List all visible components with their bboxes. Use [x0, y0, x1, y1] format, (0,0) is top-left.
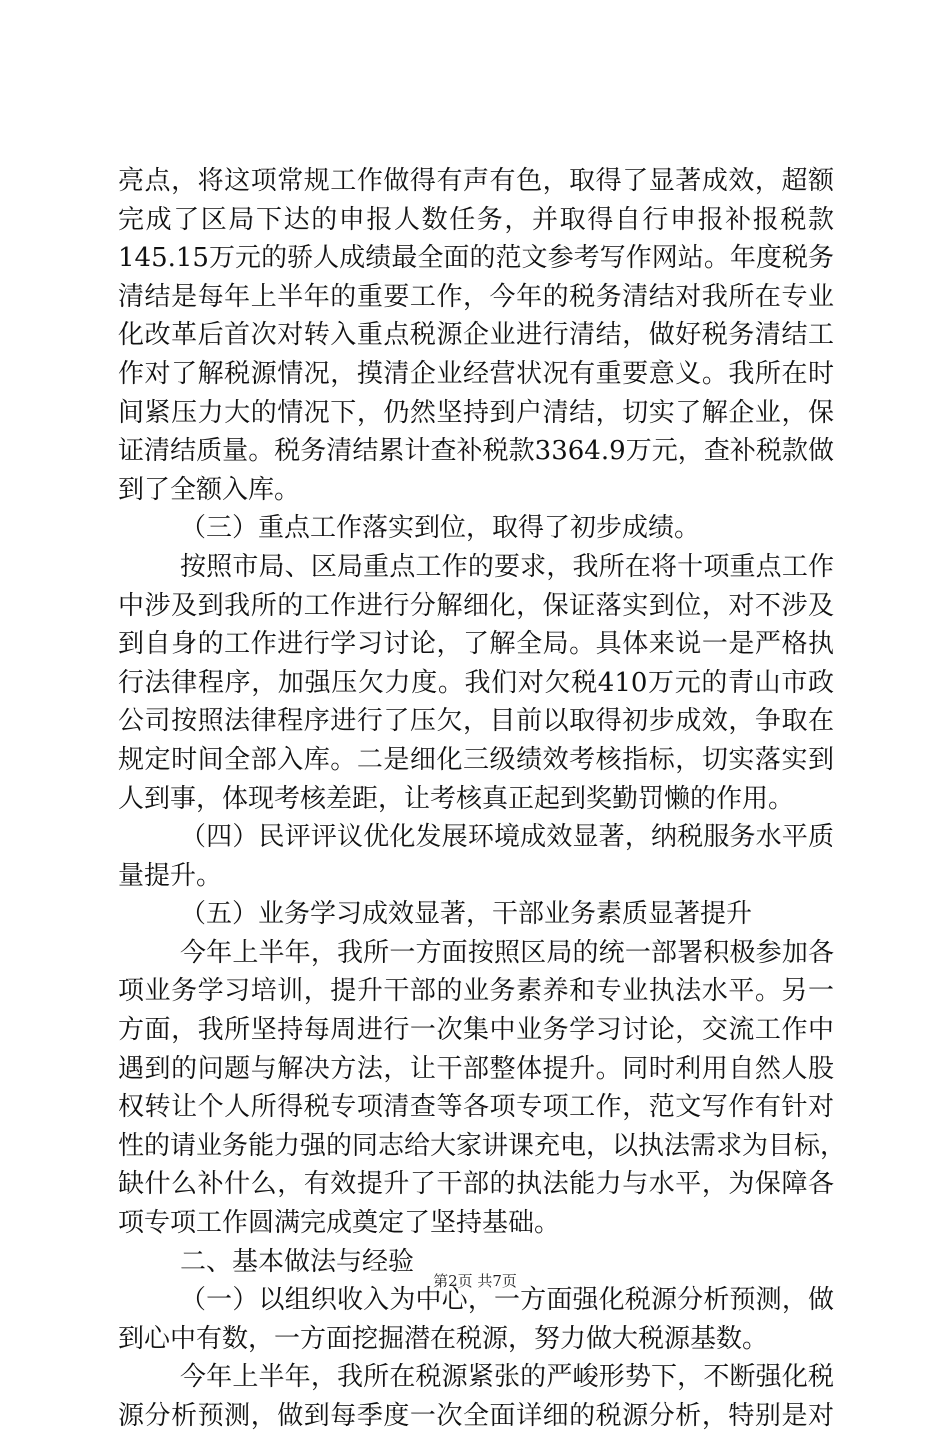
text-line: 作对了解税源情况，摸清企业经营状况有重要意义。我所在时 — [118, 358, 834, 389]
text-line: 方面，我所坚持每周进行一次集中业务学习讨论，交流工作中 — [118, 1015, 834, 1046]
text-line: 按照市局、区局重点工作的要求，我所在将十项重点工作 — [180, 551, 834, 582]
text-line: 遇到的问题与解决方法，让干部整体提升。同时利用自然人股 — [118, 1053, 834, 1084]
text-line: 今年上半年，我所一方面按照区局的统一部署积极参加各 — [180, 937, 834, 968]
text-line: 清结是每年上半年的重要工作，今年的税务清结对我所在专业 — [118, 281, 834, 312]
text-line: 化改革后首次对转入重点税源企业进行清结，做好税务清结工 — [118, 320, 834, 351]
text-line: 二、基本做法与经验 — [180, 1246, 415, 1277]
text-line: （四）民评评议优化发展环境成效显著，纳税服务水平质 — [180, 822, 834, 853]
text-line: 量提升。 — [118, 860, 223, 891]
text-line: 源分析预测，做到每季度一次全面详细的税源分析，特别是对 — [118, 1401, 834, 1431]
text-line: 规定时间全部入库。二是细化三级绩效考核指标，切实落实到 — [118, 744, 834, 775]
text-line: 今年上半年，我所在税源紧张的严峻形势下，不断强化税 — [180, 1362, 834, 1393]
body-text — [118, 162, 847, 1436]
text-line: 到了全额入库。 — [118, 474, 301, 505]
text-line: 中涉及到我所的工作进行分解细化，保证落实到位，对不涉及 — [118, 590, 834, 621]
text-line: 性的请业务能力强的同志给大家讲课充电，以执法需求为目标， — [118, 1130, 847, 1161]
text-line: 项业务学习培训，提升干部的业务素养和专业执法水平。另一 — [118, 976, 834, 1007]
page-footer: 第2页 共7页 — [433, 1272, 517, 1290]
text-line: 公司按照法律程序进行了压欠，目前以取得初步成效，争取在 — [118, 706, 834, 737]
text-line: 项专项工作圆满完成奠定了坚持基础。 — [118, 1208, 561, 1239]
text-line: 行法律程序，加强压欠力度。我们对欠税410万元的青山市政 — [118, 667, 834, 698]
text-line: （三）重点工作落实到位，取得了初步成绩。 — [180, 513, 701, 544]
text-line: 间紧压力大的情况下，仍然坚持到户清结，切实了解企业，保 — [118, 397, 834, 428]
text-line: 145.15万元的骄人成绩最全面的范文参考写作网站。年度税务 — [118, 243, 834, 274]
text-line: 人到事，体现考核差距，让考核真正起到奖勤罚懒的作用。 — [118, 783, 795, 814]
text-line: 缺什么补什么，有效提升了干部的执法能力与水平，为保障各 — [118, 1169, 834, 1200]
text-line: 亮点，将这项常规工作做得有声有色，取得了显著成效，超额 — [118, 166, 834, 196]
text-line: 权转让个人所得税专项清查等各项专项工作，范文写作有针对 — [118, 1092, 834, 1123]
text-line: 证清结质量。税务清结累计查补税款3364.9万元，查补税款做 — [118, 436, 834, 467]
text-line: 到自身的工作进行学习讨论，了解全局。具体来说一是严格执 — [118, 629, 834, 660]
text-line: （五）业务学习成效显著，干部业务素质显著提升 — [180, 899, 753, 930]
text-line: 完成了区局下达的申报人数任务，并取得自行申报补报税款 — [118, 204, 834, 235]
text-line: （一）以组织收入为中心，一方面强化税源分析预测，做 — [180, 1285, 834, 1316]
text-line: 到心中有数，一方面挖掘潜在税源，努力做大税源基数。 — [118, 1323, 769, 1354]
